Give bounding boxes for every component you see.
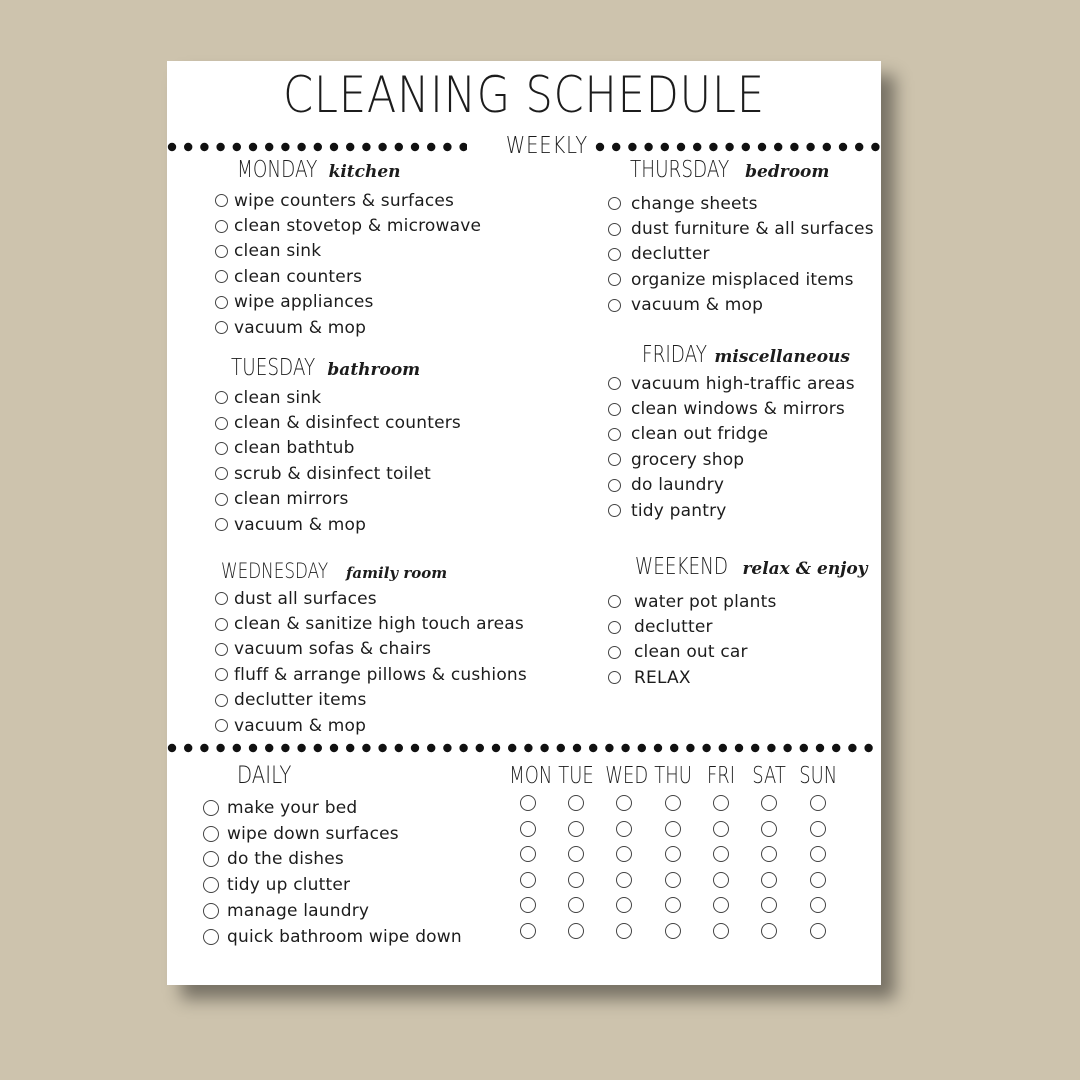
task-item[interactable] [608, 473, 855, 498]
divider-dot [184, 143, 192, 151]
divider-dot [476, 744, 484, 752]
weekly-label: WEEKLY [505, 133, 589, 159]
divider-dot [790, 143, 798, 151]
divider-dot [628, 143, 636, 151]
divider-dot [249, 143, 257, 151]
divider-dot [725, 143, 733, 151]
task-list-monday [215, 188, 481, 340]
day-name: FRI [706, 763, 736, 789]
checkbox-circle[interactable] [215, 518, 228, 531]
checkbox-circle[interactable] [616, 795, 632, 811]
divider-dot [362, 744, 370, 752]
task-item[interactable] [215, 436, 461, 461]
task-text: clean out car [634, 642, 748, 663]
task-text: vacuum & mop [234, 317, 367, 338]
task-item[interactable] [608, 640, 777, 665]
checkbox-circle[interactable] [761, 923, 777, 939]
section-heading [221, 556, 447, 586]
checkbox-circle[interactable] [568, 923, 584, 939]
checkbox-circle[interactable] [608, 621, 621, 634]
checkbox-circle[interactable] [608, 671, 621, 684]
task-list-wednesday [215, 586, 527, 738]
checkbox-circle[interactable] [215, 467, 228, 480]
dot-row [595, 141, 881, 153]
task-text: vacuum & mop [631, 295, 764, 316]
task-text: clean out fridge [631, 424, 769, 445]
divider-dot [297, 143, 305, 151]
task-item[interactable] [215, 461, 461, 486]
task-item[interactable] [608, 396, 855, 421]
checkbox-circle[interactable] [568, 795, 584, 811]
divider-dot [654, 744, 662, 752]
task-item[interactable] [215, 385, 461, 410]
task-item[interactable] [608, 447, 855, 472]
divider-dot [411, 143, 419, 151]
task-item[interactable] [215, 611, 527, 636]
checkbox-circle[interactable] [215, 245, 228, 258]
task-text: vacuum & mop [234, 514, 367, 535]
task-text: vacuum sofas & chairs [234, 639, 432, 660]
checkbox-circle[interactable] [608, 453, 621, 466]
checkbox-circle[interactable] [608, 479, 621, 492]
section-heading [630, 155, 829, 185]
schedule-page [167, 61, 881, 985]
divider-dot [314, 744, 322, 752]
checkbox-circle[interactable] [608, 377, 621, 390]
task-text: quick bathroom wipe down [227, 926, 462, 947]
task-text: RELAX [634, 667, 691, 688]
checkbox-circle[interactable] [568, 897, 584, 913]
checkbox-circle[interactable] [215, 668, 228, 681]
divider-dot [758, 143, 766, 151]
top-divider-right [595, 141, 881, 153]
divider-dot [378, 744, 386, 752]
task-text: clean counters [234, 266, 363, 287]
task-text: vacuum & mop [234, 715, 367, 736]
checkbox-circle[interactable] [608, 646, 621, 659]
checkbox-circle[interactable] [215, 694, 228, 707]
daily-task[interactable] [203, 795, 462, 821]
divider-dot [265, 143, 273, 151]
task-text: clean & disinfect counters [234, 413, 461, 434]
section-day: WEEKEND [635, 554, 729, 580]
divider-dot [589, 744, 597, 752]
checkbox-circle[interactable] [810, 923, 826, 939]
divider-dot [605, 744, 613, 752]
divider-dot [200, 744, 208, 752]
checkbox-circle[interactable] [215, 643, 228, 656]
day-column-tue [552, 759, 600, 949]
section-day: TUESDAY [231, 355, 316, 381]
divider-dot [346, 744, 354, 752]
task-text: make your bed [227, 797, 358, 818]
task-item[interactable] [608, 242, 874, 267]
task-item[interactable] [608, 216, 874, 241]
checkbox-circle[interactable] [810, 846, 826, 862]
divider-dot [693, 143, 701, 151]
day-name: WED [605, 763, 649, 789]
day-column-fri [697, 759, 745, 949]
divider-dot [855, 143, 863, 151]
task-text: clean sink [234, 387, 322, 408]
checkbox-circle[interactable] [608, 248, 621, 261]
divider-dot [168, 143, 176, 151]
task-text: scrub & disinfect toilet [234, 463, 431, 484]
task-text: do the dishes [227, 849, 344, 870]
divider-dot [871, 143, 879, 151]
day-name: SUN [799, 763, 838, 789]
task-item[interactable] [215, 410, 461, 435]
divider-dot [677, 143, 685, 151]
task-text: tidy up clutter [227, 875, 351, 896]
section-area: family room [345, 564, 448, 582]
checkbox-circle[interactable] [215, 321, 228, 334]
divider-dot [492, 744, 500, 752]
divider-dot [330, 143, 338, 151]
checkbox-circle[interactable] [215, 270, 228, 283]
task-text: declutter [634, 617, 713, 638]
divider-dot [800, 744, 808, 752]
section-area: relax & enjoy [742, 559, 868, 579]
task-item[interactable] [215, 637, 527, 662]
section-area: bedroom [745, 162, 830, 182]
checkbox-circle[interactable] [810, 897, 826, 913]
daily-task[interactable] [203, 924, 462, 950]
task-text: do laundry [631, 475, 725, 496]
divider-dot [427, 143, 435, 151]
divider-dot [686, 744, 694, 752]
checkbox-circle[interactable] [568, 872, 584, 888]
task-list-weekend [608, 589, 777, 691]
divider-dot [411, 744, 419, 752]
divider-dot [378, 143, 386, 151]
divider-dot [557, 744, 565, 752]
divider-dot [719, 744, 727, 752]
checkbox-circle[interactable] [665, 897, 681, 913]
section-friday [642, 340, 850, 370]
divider-dot [443, 143, 451, 151]
checkbox-circle[interactable] [203, 800, 219, 816]
checkbox-circle[interactable] [608, 403, 621, 416]
task-text: organize misplaced items [631, 269, 854, 290]
checkbox-circle[interactable] [761, 795, 777, 811]
checkbox-circle[interactable] [203, 851, 219, 867]
checkbox-circle[interactable] [203, 826, 219, 842]
section-heading [642, 340, 850, 370]
task-item[interactable] [215, 239, 481, 264]
checkbox-circle[interactable] [616, 872, 632, 888]
section-heading [635, 552, 868, 582]
checkbox-circle[interactable] [568, 846, 584, 862]
task-item[interactable] [215, 188, 481, 213]
section-area: miscellaneous [714, 347, 850, 367]
day-column-sat [745, 759, 793, 949]
checkbox-circle[interactable] [761, 821, 777, 837]
divider-dot [200, 143, 208, 151]
section-weekend [635, 552, 868, 582]
divider-dot [670, 744, 678, 752]
divider-dot [395, 143, 403, 151]
daily-task[interactable] [203, 872, 462, 898]
task-text: water pot plants [634, 591, 777, 612]
task-text: vacuum high-traffic areas [631, 373, 855, 394]
divider-dot [216, 744, 224, 752]
checkbox-circle[interactable] [665, 846, 681, 862]
divider-dot [702, 744, 710, 752]
checkbox-circle[interactable] [520, 846, 536, 862]
task-item[interactable] [215, 512, 461, 537]
section-heading [231, 353, 420, 383]
checkbox-circle[interactable] [203, 903, 219, 919]
task-item[interactable] [215, 688, 527, 713]
task-item[interactable] [608, 293, 874, 318]
checkbox-circle[interactable] [215, 220, 228, 233]
checkbox-circle[interactable] [665, 923, 681, 939]
divider-dot [184, 744, 192, 752]
divider-dot [751, 744, 759, 752]
checkbox-circle[interactable] [215, 417, 228, 430]
checkbox-circle[interactable] [608, 273, 621, 286]
checkbox-circle[interactable] [520, 821, 536, 837]
divider-dot [362, 143, 370, 151]
checkbox-circle[interactable] [665, 795, 681, 811]
checkbox-circle[interactable] [520, 897, 536, 913]
task-text: change sheets [631, 193, 758, 214]
checkbox-circle[interactable] [761, 897, 777, 913]
task-item[interactable] [215, 315, 481, 340]
day-name: MON [509, 763, 553, 789]
divider-dot [524, 744, 532, 752]
divider-dot [661, 143, 669, 151]
day-name: THU [654, 763, 692, 789]
checkbox-circle[interactable] [608, 504, 621, 517]
checkbox-circle[interactable] [761, 846, 777, 862]
divider-dot [395, 744, 403, 752]
task-list-tuesday [215, 385, 461, 537]
divider-dot [806, 143, 814, 151]
divider-dot [839, 143, 847, 151]
checkbox-circle[interactable] [215, 296, 228, 309]
task-text: grocery shop [631, 449, 745, 470]
section-day: MONDAY [237, 157, 318, 183]
divider-dot [459, 143, 467, 151]
divider-dot [573, 744, 581, 752]
divider-dot [816, 744, 824, 752]
checkbox-circle[interactable] [761, 872, 777, 888]
section-monday [237, 155, 401, 185]
task-text: declutter items [234, 690, 367, 711]
top-divider-left [167, 141, 467, 153]
daily-task[interactable] [203, 847, 462, 873]
task-item[interactable] [608, 191, 874, 216]
divider-dot [638, 744, 646, 752]
divider-dot [281, 143, 289, 151]
checkbox-circle[interactable] [215, 493, 228, 506]
day-column-thu [649, 759, 697, 949]
checkbox-circle[interactable] [520, 872, 536, 888]
checkbox-circle[interactable] [203, 877, 219, 893]
divider-dot [443, 744, 451, 752]
checkbox-circle[interactable] [713, 897, 729, 913]
checkbox-circle[interactable] [520, 795, 536, 811]
divider-dot [848, 744, 856, 752]
task-list-thursday [608, 191, 874, 318]
task-text: dust furniture & all surfaces [631, 219, 874, 240]
divider-dot [709, 143, 717, 151]
checkbox-circle[interactable] [215, 618, 228, 631]
task-text: manage laundry [227, 901, 370, 922]
divider-dot [596, 143, 604, 151]
checkbox-circle[interactable] [616, 897, 632, 913]
checkbox-circle[interactable] [713, 795, 729, 811]
divider-dot [281, 744, 289, 752]
task-item[interactable] [215, 290, 481, 315]
divider-dot [735, 744, 743, 752]
daily-heading: DAILY [237, 761, 292, 789]
checkbox-circle[interactable] [215, 442, 228, 455]
section-day: FRIDAY [642, 342, 708, 368]
divider-dot [459, 744, 467, 752]
checkbox-circle[interactable] [215, 391, 228, 404]
task-text: clean windows & mirrors [631, 399, 845, 420]
task-item[interactable] [608, 422, 855, 447]
divider-dot [774, 143, 782, 151]
divider-dot [249, 744, 257, 752]
checkbox-circle[interactable] [810, 795, 826, 811]
day-column-sun [794, 759, 842, 949]
task-text: clean mirrors [234, 489, 349, 510]
checkbox-circle[interactable] [810, 872, 826, 888]
divider-dot [427, 744, 435, 752]
checkbox-circle[interactable] [215, 194, 228, 207]
checkbox-circle[interactable] [713, 872, 729, 888]
checkbox-circle[interactable] [568, 821, 584, 837]
task-text: fluff & arrange pillows & cushions [234, 664, 527, 685]
checkbox-circle[interactable] [608, 428, 621, 441]
divider-dot [767, 744, 775, 752]
task-text: wipe appliances [234, 292, 374, 313]
bottom-divider [167, 742, 881, 754]
task-item[interactable] [215, 713, 527, 738]
section-thursday [630, 155, 829, 185]
task-item[interactable] [608, 498, 855, 523]
checkbox-circle[interactable] [713, 923, 729, 939]
task-text: tidy pantry [631, 500, 727, 521]
section-day: THURSDAY [630, 157, 730, 183]
section-heading [237, 155, 401, 185]
task-text: wipe counters & surfaces [234, 190, 455, 211]
task-item[interactable] [215, 487, 461, 512]
divider-dot [621, 744, 629, 752]
divider-dot [612, 143, 620, 151]
divider-dot [233, 744, 241, 752]
task-text: dust all surfaces [234, 588, 377, 609]
task-item[interactable] [608, 371, 855, 396]
task-item[interactable] [608, 614, 777, 639]
task-item[interactable] [215, 586, 527, 611]
divider-dot [644, 143, 652, 151]
task-item[interactable] [608, 589, 777, 614]
task-text: declutter [631, 244, 710, 265]
divider-dot [346, 143, 354, 151]
task-item[interactable] [215, 264, 481, 289]
checkbox-circle[interactable] [608, 197, 621, 210]
day-name: SAT [752, 763, 786, 789]
checkbox-circle[interactable] [215, 719, 228, 732]
checkbox-circle[interactable] [616, 846, 632, 862]
task-item[interactable] [608, 665, 777, 690]
dot-row [167, 742, 881, 754]
divider-dot [168, 744, 176, 752]
divider-dot [823, 143, 831, 151]
day-column-mon [504, 759, 552, 949]
checkbox-circle[interactable] [520, 923, 536, 939]
section-tuesday [231, 353, 420, 383]
checkbox-circle[interactable] [665, 821, 681, 837]
divider-dot [832, 744, 840, 752]
checkbox-circle[interactable] [810, 821, 826, 837]
day-name: TUE [558, 763, 594, 789]
section-area: kitchen [328, 162, 401, 182]
daily-task[interactable] [203, 821, 462, 847]
section-area: bathroom [327, 360, 421, 380]
page-title: CLEANING SCHEDULE [283, 66, 765, 124]
task-text: clean stovetop & microwave [234, 216, 482, 237]
divider-dot [742, 143, 750, 151]
checkbox-circle[interactable] [713, 821, 729, 837]
daily-task[interactable] [203, 898, 462, 924]
checkbox-circle[interactable] [713, 846, 729, 862]
divider-dot [864, 744, 872, 752]
dot-row [167, 141, 467, 153]
checkbox-circle[interactable] [608, 595, 621, 608]
checkbox-circle[interactable] [665, 872, 681, 888]
divider-dot [540, 744, 548, 752]
task-item[interactable] [215, 213, 481, 238]
divider-dot [216, 143, 224, 151]
checkbox-circle[interactable] [608, 223, 621, 236]
task-item[interactable] [608, 267, 874, 292]
divider-dot [783, 744, 791, 752]
task-text: clean sink [234, 241, 322, 262]
divider-dot [233, 143, 241, 151]
divider-dot [297, 744, 305, 752]
section-day: WEDNESDAY [221, 559, 329, 583]
day-column-wed [600, 759, 648, 949]
task-text: clean bathtub [234, 438, 355, 459]
section-wednesday [221, 556, 447, 586]
task-list-friday [608, 371, 855, 523]
task-item[interactable] [215, 662, 527, 687]
daily-task-list [203, 795, 462, 950]
checkbox-circle[interactable] [215, 592, 228, 605]
divider-dot [314, 143, 322, 151]
checkbox-circle[interactable] [608, 299, 621, 312]
checkbox-circle[interactable] [616, 923, 632, 939]
checkbox-circle[interactable] [203, 929, 219, 945]
checkbox-circle[interactable] [616, 821, 632, 837]
task-text: clean & sanitize high touch areas [234, 614, 524, 635]
task-text: wipe down surfaces [227, 823, 399, 844]
divider-dot [330, 744, 338, 752]
divider-dot [508, 744, 516, 752]
divider-dot [265, 744, 273, 752]
